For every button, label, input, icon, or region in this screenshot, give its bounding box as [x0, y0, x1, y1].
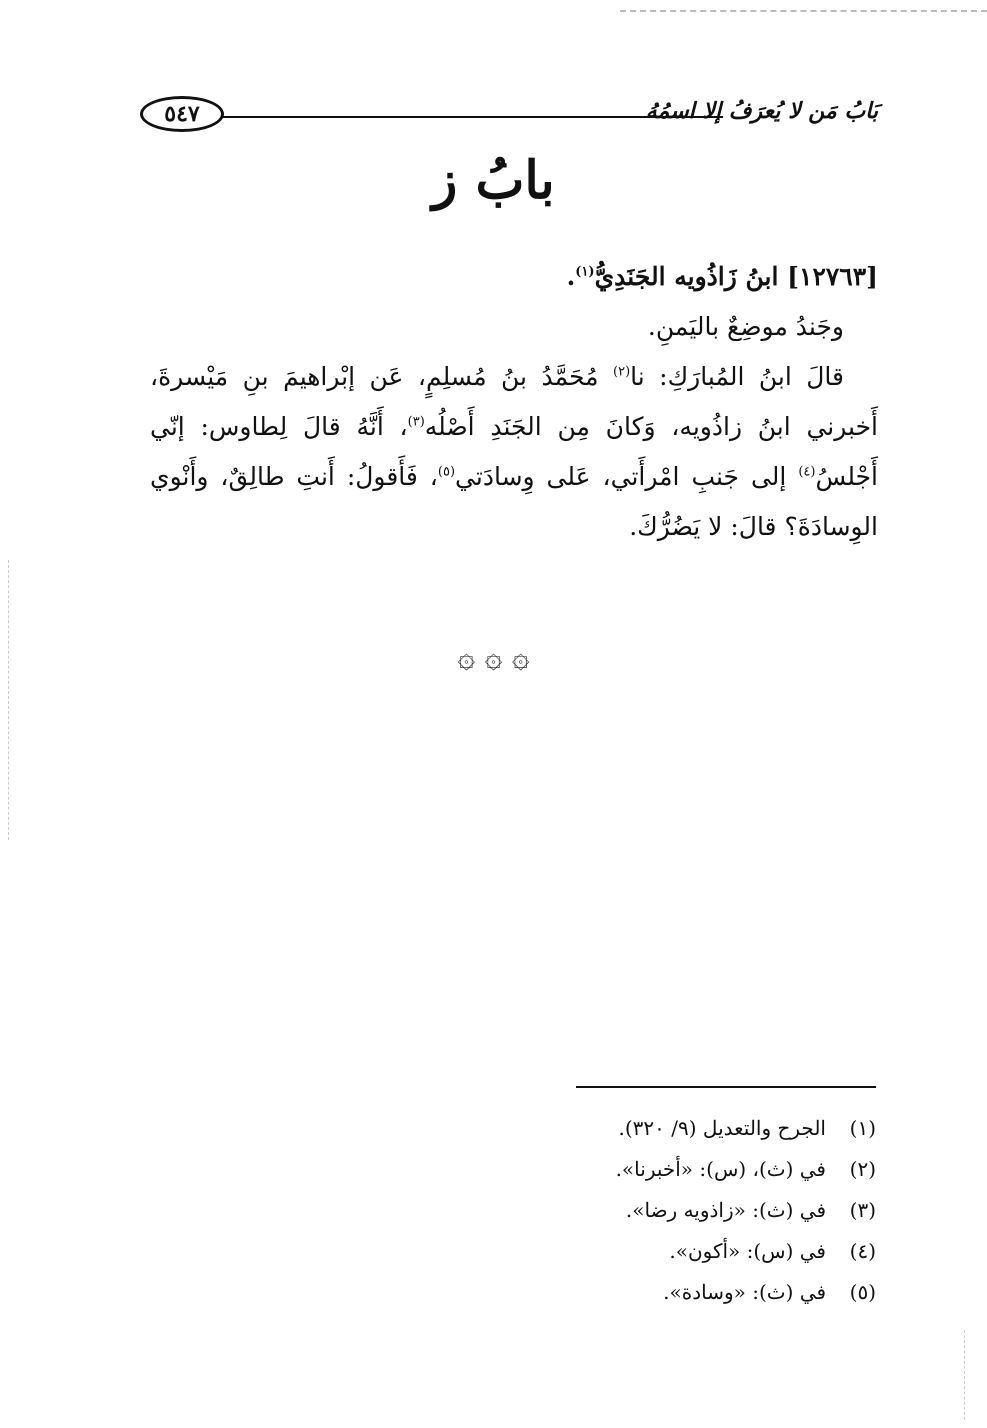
footnote-item — [400, 1272, 876, 1313]
footnote-rule — [576, 1086, 876, 1088]
entry-end: . — [566, 262, 576, 291]
footnote-ref-2: (٢) — [613, 364, 631, 380]
section-ornament: ۞ ۞ ۞ — [457, 640, 530, 675]
narration-part-c: ، أَنَّهُ قالَ لِطاوس: إنّي أَجْلسُ — [150, 412, 879, 491]
paragraph-narration — [150, 352, 878, 552]
footnote-item — [400, 1149, 876, 1190]
footnote-ref-1: (١) — [575, 264, 595, 280]
footnote-text: في (ث)، (س): «أخبرنا». — [615, 1157, 826, 1181]
footnote-ref-4: (٤) — [798, 464, 816, 480]
scan-edge-right — [964, 1330, 965, 1420]
footnote-item — [400, 1231, 876, 1272]
footnote-item — [400, 1108, 876, 1149]
entry-heading — [150, 252, 878, 302]
narration-part-d: إلى جَنبِ امْرأَتي، عَلى وِسادَتي — [455, 462, 799, 491]
entry-name: ابنُ زَاذُويه الجَنَدِيُّ — [594, 262, 779, 291]
footnote-number: (٢) — [849, 1157, 876, 1181]
narration-part-b: مُحَمَّدُ بنُ مُسلِمٍ، عَن إبْراهيمَ بنِ مَيْسرةَ، أَخبرني ابنُ زاذُويه، وَكانَ مِن الجَنَدِ أَصْلُه — [150, 362, 878, 441]
footnote-item — [400, 1190, 876, 1231]
narration-part-e: ، فَأَقولُ: أَنتِ طالِقٌ، وأَنْوي الوِسادَةَ؟ قالَ: لا يَضُرُّكَ. — [150, 462, 878, 541]
footnote-text: في (س): «أكون». — [669, 1239, 826, 1263]
footnote-number: (٥) — [849, 1280, 876, 1304]
footnote-number: (٣) — [849, 1198, 876, 1222]
scan-edge-top — [620, 10, 987, 12]
paragraph-location: وجَندُ موضِعٌ باليَمنِ. — [647, 312, 844, 341]
footnote-number: (١) — [849, 1116, 876, 1140]
footnote-ref-3: (٣) — [407, 414, 425, 430]
footnote-text: الجرح والتعديل (٩/ ٣٢٠). — [618, 1116, 826, 1140]
entry-number: [١٢٧٦٣] — [787, 262, 878, 291]
footnote-text: في (ث): «وسادة». — [663, 1280, 826, 1304]
narration-part-a: قالَ ابنُ المُبارَكِ: نا — [630, 362, 844, 391]
page-number: ٥٤٧ — [140, 96, 224, 132]
footnotes-list — [400, 1108, 876, 1313]
main-text — [150, 252, 878, 552]
chapter-title: بابُ ز — [432, 150, 555, 211]
page-header — [140, 96, 878, 136]
footnote-text: في (ث): «زاذويه رضا». — [625, 1198, 826, 1222]
footnote-ref-5: (٥) — [437, 464, 456, 480]
scan-edge-left — [8, 560, 9, 840]
footnote-number: (٤) — [849, 1239, 876, 1263]
running-head: بَابُ مَن لا يُعرَفُ إلا اسمُهُ — [645, 98, 878, 124]
